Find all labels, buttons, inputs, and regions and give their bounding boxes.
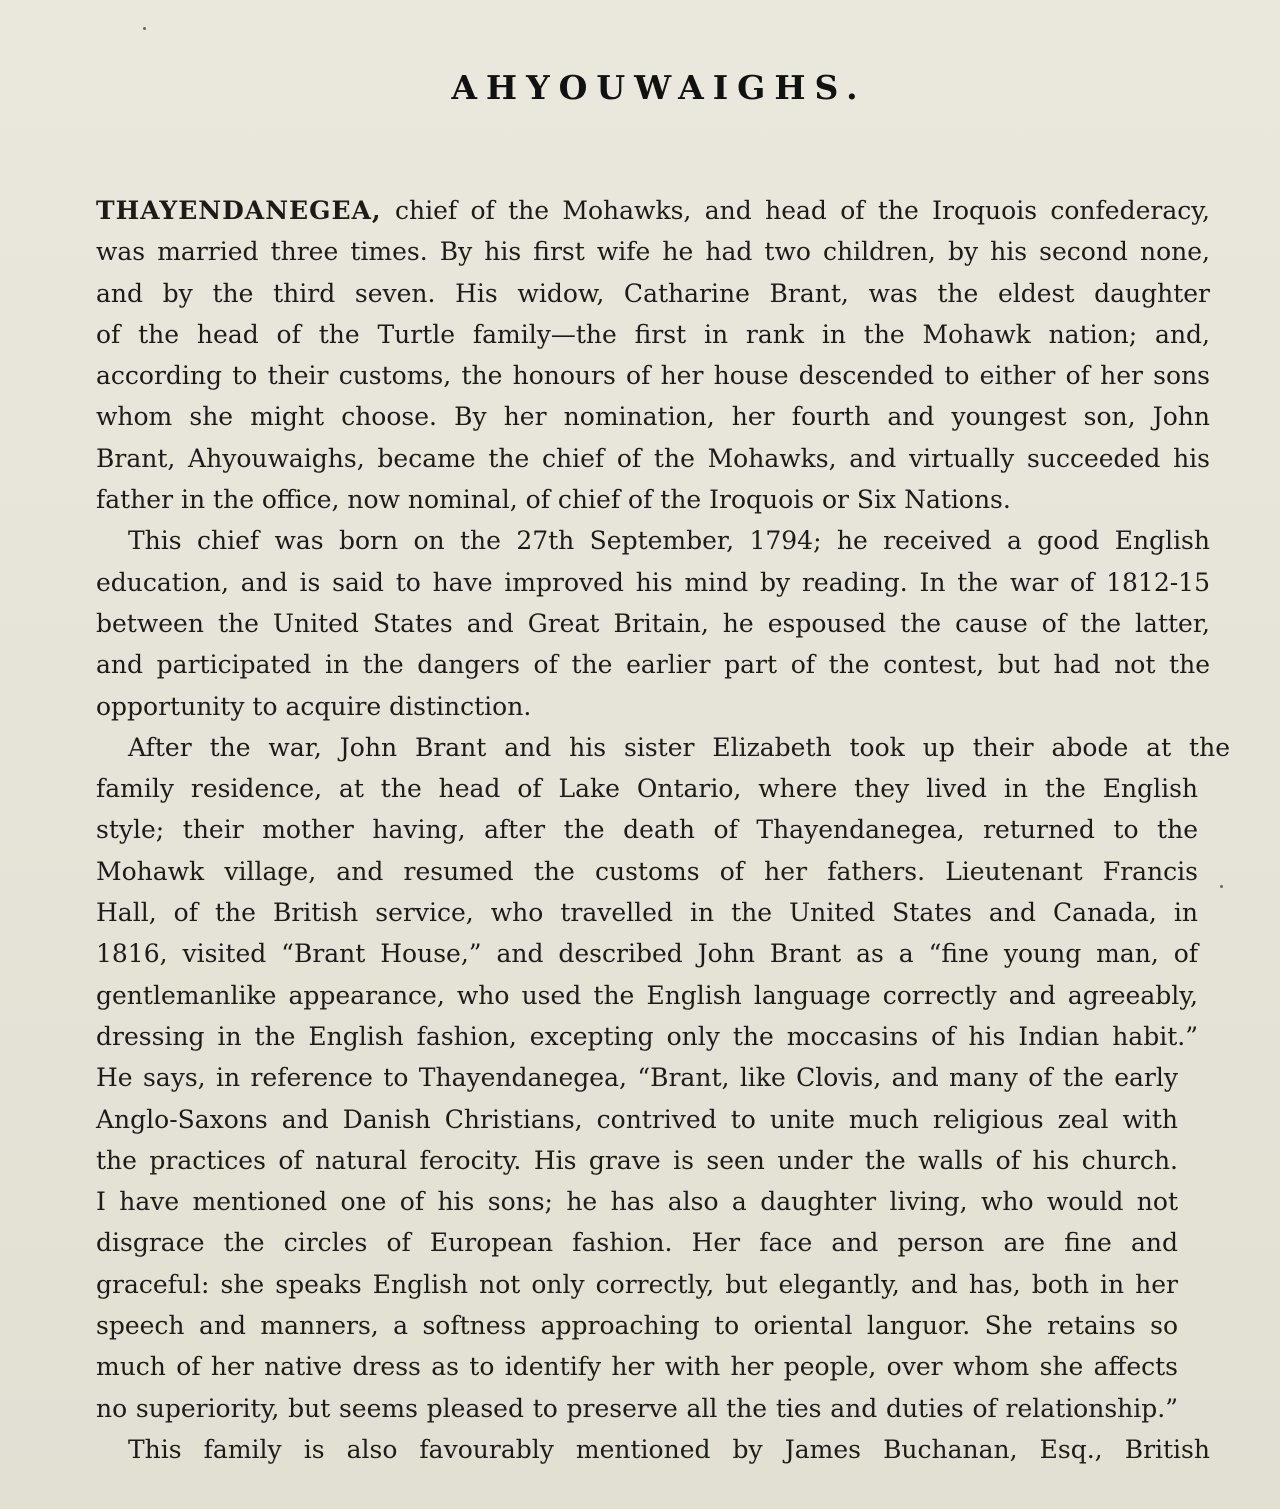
text-line: He says, in reference to Thayendanegea, “Brant, like Clovis, and many of the early	[96, 1063, 1178, 1093]
text-line: I have mentioned one of his sons; he has also a daughter living, who would not	[96, 1187, 1178, 1217]
text-line: style; their mother having, after the death of Thayendanegea, returned to the	[96, 815, 1198, 845]
text-line: gentlemanlike appearance, who used the English language correctly and agreeably,	[96, 980, 1198, 1010]
text-line: no superiority, but seems pleased to preserve all the ties and duties of relationship.”	[96, 1393, 1178, 1423]
text-line: This family is also favourably mentioned by James Buchanan, Esq., British	[128, 1434, 1210, 1464]
text-line: according to their customs, the honours of her house descended to either of her sons	[96, 361, 1210, 391]
text-line: whom she might choose. By her nomination, her fourth and youngest son, John	[96, 402, 1210, 432]
text-line: education, and is said to have improved his mind by reading. In the war of 1812-15	[96, 567, 1210, 597]
text-line: was married three times. By his first wife he had two children, by his second none,	[96, 237, 1210, 267]
text-line: of the head of the Turtle family—the first in rank in the Mohawk nation; and,	[96, 319, 1210, 349]
body-text	[96, 190, 1230, 1470]
text-line: between the United States and Great Britain, he espoused the cause of the latter,	[96, 608, 1210, 638]
text-line: the practices of natural ferocity. His grave is seen under the walls of his church.	[96, 1145, 1178, 1175]
text-line: THAYENDANEGEA, chief of the Mohawks, and head of the Iroquois confederacy,	[96, 196, 1210, 225]
text-line: After the war, John Brant and his sister Elizabeth took up their abode at the	[128, 732, 1230, 762]
text-line: graceful: she speaks English not only correctly, but elegantly, and has, both in her	[96, 1269, 1178, 1299]
text-line: disgrace the circles of European fashion. Her face and person are fine and	[96, 1228, 1178, 1258]
text-line: speech and manners, a softness approaching to oriental languor. She retains so	[96, 1311, 1178, 1341]
text-line: father in the office, now nominal, of chief of the Iroquois or Six Nations.	[96, 485, 1011, 515]
text-line: and participated in the dangers of the earlier part of the contest, but had not the	[96, 650, 1210, 680]
text-line: Hall, of the British service, who travelled in the United States and Canada, in	[96, 898, 1198, 928]
text-line: and by the third seven. His widow, Catharine Brant, was the eldest daughter	[96, 278, 1210, 308]
text-line: family residence, at the head of Lake Ontario, where they lived in the English	[96, 774, 1198, 804]
text-line: Mohawk village, and resumed the customs of her fathers. Lieutenant Francis	[96, 856, 1198, 886]
lead-name: THAYENDANEGEA,	[96, 196, 382, 225]
text-line: opportunity to acquire distinction.	[96, 691, 532, 721]
text-line: Anglo-Saxons and Danish Christians, contrived to unite much religious zeal with	[96, 1104, 1178, 1134]
text-line: much of her native dress as to identify her with her people, over whom she affects	[96, 1352, 1178, 1382]
text-line: This chief was born on the 27th September, 1794; he received a good English	[128, 526, 1210, 556]
speck-mark	[143, 27, 146, 30]
text-line: Brant, Ahyouwaighs, became the chief of the Mohawks, and virtually succeeded his	[96, 443, 1210, 473]
speck-mark	[1220, 885, 1223, 888]
text-line: 1816, visited “Brant House,” and described John Brant as a “fine young man, of	[96, 939, 1198, 969]
text-line: dressing in the English fashion, excepting only the moccasins of his Indian habit.”	[96, 1021, 1198, 1051]
chapter-title: AHYOUWAIGHS.	[451, 68, 867, 107]
